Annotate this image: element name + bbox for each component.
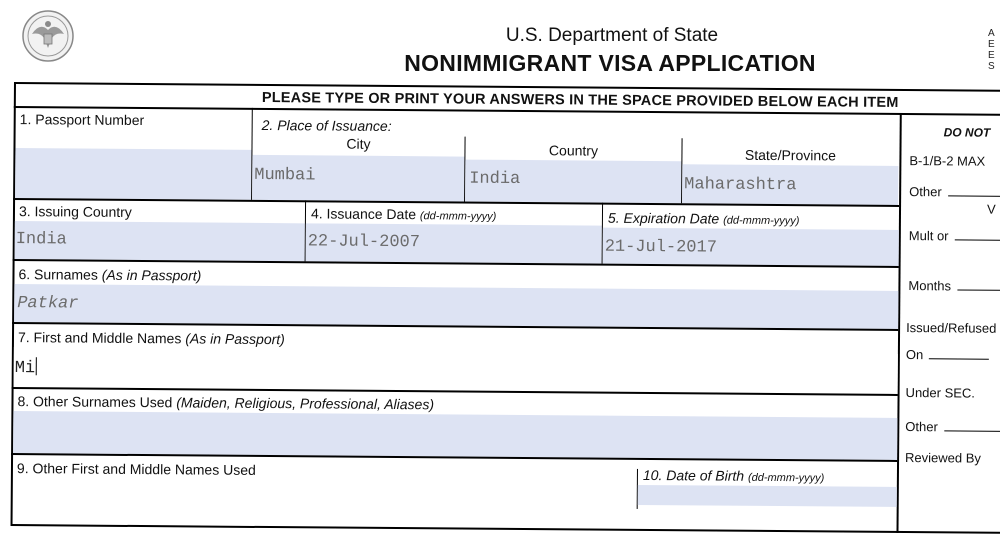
date-of-birth-label: 10. Date of Birth (dd-mmm-yyyy) xyxy=(642,466,825,485)
text-cursor xyxy=(36,357,37,375)
visa-form xyxy=(7,82,1000,520)
instruction-header: PLEASE TYPE OR PRINT YOUR ANSWERS IN THE SPACE PROVIDED BELOW EACH ITEM xyxy=(261,89,899,111)
passport-number-field[interactable] xyxy=(15,148,251,200)
corner-letters: A E E S xyxy=(988,28,995,72)
city-value: Mumbai xyxy=(254,165,316,186)
sidebar-line-other-2: Other xyxy=(905,419,1000,435)
sidebar-line-v: V xyxy=(986,201,996,217)
surnames-value: Patkar xyxy=(17,294,79,314)
state-province-label: State/Province xyxy=(744,146,837,164)
first-middle-names-field[interactable] xyxy=(14,347,898,394)
sidebar-line-mult: Mult or xyxy=(909,228,1000,244)
state-province-value: Maharashtra xyxy=(684,175,797,196)
sidebar-line-on: On xyxy=(906,347,989,363)
form-title: NONIMMIGRANT VISA APPLICATION xyxy=(404,50,816,76)
place-of-issuance-label: 2. Place of Issuance: xyxy=(261,116,392,134)
first-middle-names-label: 7. First and Middle Names (As in Passport) xyxy=(17,329,285,348)
department-name: U.S. Department of State xyxy=(505,25,719,46)
sidebar-line-under-sec: Under SEC. xyxy=(905,385,976,401)
sidebar-line-b1b2: B-1/B-2 MAX xyxy=(909,153,986,169)
issuing-country-value: India xyxy=(15,230,67,250)
sidebar-line-other: Other xyxy=(909,184,1000,200)
issuance-date-label: 4. Issuance Date (dd-mmm-yyyy) xyxy=(310,205,497,223)
passport-number-label: 1. Passport Number xyxy=(19,111,145,129)
expiration-date-value: 21-Jul-2017 xyxy=(604,237,718,258)
issuance-date-value: 22-Jul-2007 xyxy=(307,232,421,253)
surnames-label: 6. Surnames (As in Passport) xyxy=(18,266,202,284)
country-value: India xyxy=(469,169,521,190)
issuing-country-label: 3. Issuing Country xyxy=(18,203,132,220)
office-use-title: DO NOT xyxy=(943,125,991,140)
other-first-names-label: 9. Other First and Middle Names Used xyxy=(16,460,256,478)
other-surnames-label: 8. Other Surnames Used (Maiden, Religious, Professional, Aliases) xyxy=(17,393,435,413)
sidebar-line-issued-refused: Issued/Refused xyxy=(906,320,997,336)
sidebar-line-months: Months xyxy=(908,278,1000,294)
first-middle-names-value[interactable]: Mi xyxy=(15,357,38,378)
country-label: Country xyxy=(548,142,599,159)
city-label: City xyxy=(346,135,371,152)
expiration-date-label: 5. Expiration Date (dd-mmm-yyyy) xyxy=(607,209,800,228)
date-of-birth-field[interactable] xyxy=(638,485,897,507)
other-surnames-field[interactable] xyxy=(13,411,897,460)
sidebar-line-reviewed-by: Reviewed By xyxy=(905,450,982,466)
